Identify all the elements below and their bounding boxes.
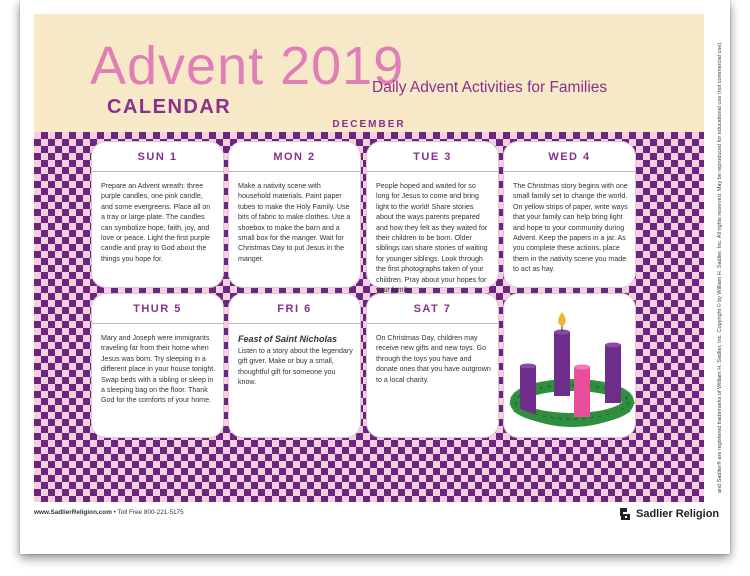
advent-wreath-icon bbox=[504, 294, 635, 437]
day-label: SUN 1 bbox=[137, 151, 178, 163]
day-label: MON 2 bbox=[273, 151, 316, 163]
day-activity: Mary and Joseph were immigrants traveling far from their home when Jesus was born. Try sleeping in a different place in your house tonight. Swap beds with a sibling or sleep in a sleeping bag on the floor. Thank God for the comforts of your home. bbox=[101, 334, 216, 405]
footer-phone: Toll Free 800-221-5175 bbox=[117, 509, 184, 516]
day-card-thur-5 bbox=[92, 294, 223, 437]
page-subtitle: Daily Advent Activities for Families bbox=[372, 79, 608, 96]
day-activity: Listen to a story about the legendary gift giver. Make or buy a small, thoughtful gift for someone you know. bbox=[238, 347, 353, 387]
footer-contact bbox=[34, 509, 184, 516]
day-card-wed-4 bbox=[504, 142, 635, 287]
day-label: FRI 6 bbox=[277, 303, 312, 315]
day-activity: Prepare an Advent wreath: three purple candles, one pink candle, and some evergreens. Place all on a tray or large plate. The candles can symbolize hope, faith, joy, and love or peace. Light the first purple candle and pray to God about the things you hope for. bbox=[101, 182, 211, 263]
day-card-sat-7 bbox=[367, 294, 498, 437]
day-activity: Make a nativity scene with household materials. Paint paper tubes to make the Holy Family. Use bits of fabric to make clothes. Use a shoebox to make the barn and a small box for the manger. Wait for Christmas Day to put Jesus in the manger. bbox=[238, 182, 351, 263]
day-label: THUR 5 bbox=[133, 303, 182, 315]
day-label: TUE 3 bbox=[413, 151, 452, 163]
month-label: DECEMBER bbox=[332, 119, 406, 130]
brand-name: Sadlier Religion bbox=[636, 508, 720, 520]
sadlier-mark-icon bbox=[618, 506, 632, 522]
day-activity: The Christmas story begins with one small family set to change the world. On yellow strips of paper, write ways that your family can help bring light and hope to your community during Advent. Keep the papers in a jar. As you complete these actions, place them in the nativity scene you made to act as hay. bbox=[513, 182, 628, 274]
legal-note bbox=[710, 40, 723, 500]
page-title: Advent 2019 bbox=[90, 36, 405, 96]
day-card-sun-1 bbox=[92, 142, 223, 287]
day-label: WED 4 bbox=[548, 151, 591, 163]
sadlier-logo bbox=[618, 506, 719, 522]
day-card-mon-2 bbox=[229, 142, 360, 287]
day-activity: On Christmas Day, children may receive new gifts and new toys. Go through the toys you have and donate ones that you have outgrown to a local charity. bbox=[376, 334, 491, 384]
footer-separator: • bbox=[113, 509, 118, 516]
day-card-fri-6 bbox=[229, 294, 360, 437]
advent-wreath-card bbox=[504, 294, 635, 437]
day-label: SAT 7 bbox=[413, 303, 452, 315]
footer-site: www.SadlierReligion.com bbox=[34, 509, 112, 516]
calendar-sheet bbox=[20, 0, 730, 554]
day-activity: People hoped and waited for so long for Jesus to come and bring light to the world! Share stories about the ways parents prepared and how they felt as they waited for their children to be born. Older siblings can share stories of waiting for younger siblings. Look through the first photographs taken of your children. Pray about your hopes for your family. bbox=[376, 182, 488, 295]
legal-text: and Sadlier® are registered trademarks of William H. Sadlier, Inc. Copyright © by William H. Sadlier, Inc. All rights reserved. May be reproduced for educational use (not commercial use). bbox=[717, 41, 723, 493]
feast-title: Feast of Saint Nicholas bbox=[238, 334, 338, 344]
day-card-tue-3 bbox=[367, 142, 498, 295]
calendar-label: CALENDAR bbox=[107, 96, 232, 118]
